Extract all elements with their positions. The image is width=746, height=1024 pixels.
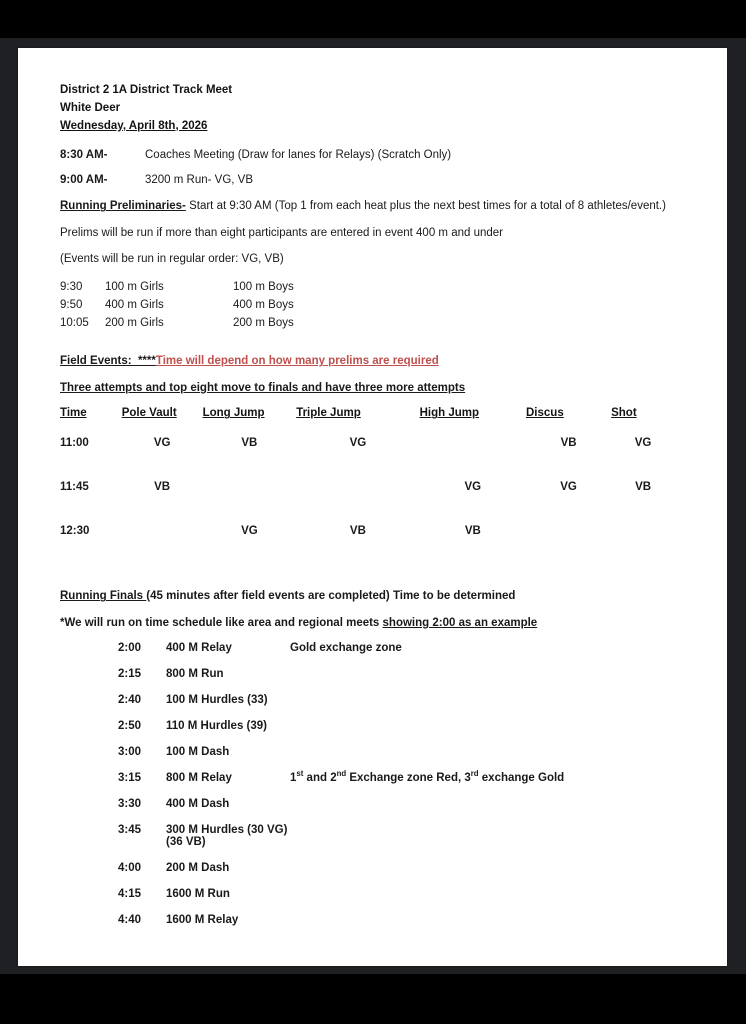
table-row <box>60 481 675 525</box>
finals-event: 110 M Hurdles (39) <box>166 720 267 733</box>
finals-event: 100 M Hurdles (33) <box>166 694 268 707</box>
field-cell-triple-jump <box>296 481 419 525</box>
finals-time: 4:15 <box>118 888 142 901</box>
field-cell-discus: VB <box>560 437 577 450</box>
finals-time: 3:00 <box>118 746 142 759</box>
list-item <box>60 746 675 758</box>
field-cell-high-jump: VG <box>464 481 482 494</box>
finals-note <box>290 888 675 900</box>
prelims-time: 9:30 <box>60 280 83 293</box>
finals-event: 300 M Hurdles (30 VG) (36 VB) <box>166 824 288 849</box>
list-item <box>60 824 675 848</box>
running-preliminaries-label: Running Preliminaries- <box>60 200 186 213</box>
field-cell-pole-vault: VG <box>153 437 171 450</box>
schedule-description: 3200 m Run- VG, VB <box>145 174 254 187</box>
running-finals-detail: (45 minutes after field events are completed) Time to be determined <box>146 590 516 603</box>
meet-location: White Deer <box>60 101 121 114</box>
running-finals-label: Running Finals <box>60 590 147 603</box>
meet-title: District 2 1A District Track Meet <box>60 84 233 96</box>
schedule-time: 9:00 AM- <box>60 174 108 187</box>
field-col-high-jump: High Jump <box>419 407 480 420</box>
field-cell-discus: VG <box>560 481 577 494</box>
field-col-triple-jump: Triple Jump <box>296 407 361 420</box>
morning-schedule <box>60 149 675 186</box>
finals-event: 1600 M Run <box>166 888 230 901</box>
list-item <box>60 769 675 785</box>
finals-event: 1600 M Relay <box>166 914 239 927</box>
field-cell-triple-jump: VB <box>349 525 366 538</box>
finals-note: Gold exchange zone <box>290 642 402 655</box>
finals-note <box>290 862 675 874</box>
prelims-girls-event: 400 m Girls <box>105 298 164 311</box>
finals-time: 2:00 <box>118 642 142 655</box>
field-cell-long-jump: VB <box>241 437 258 450</box>
field-col-discus: Discus <box>526 407 564 420</box>
list-item <box>60 914 675 926</box>
finals-time: 3:30 <box>118 798 142 811</box>
field-cell-time: 12:30 <box>60 525 90 538</box>
finals-time: 2:15 <box>118 668 142 681</box>
field-events-table <box>60 407 675 569</box>
finals-note <box>290 824 675 848</box>
schedule-row <box>60 174 675 186</box>
running-finals-heading <box>60 589 675 605</box>
finals-time: 2:40 <box>118 694 142 707</box>
finals-note <box>290 694 675 706</box>
finals-note: 1st and 2nd Exchange zone Red, 3rd exchange Gold <box>290 769 565 785</box>
finals-event: 200 M Dash <box>166 862 230 875</box>
list-item <box>60 668 675 680</box>
field-cell-pole-vault <box>122 525 203 569</box>
prelims-boys-event: 400 m Boys <box>233 298 294 311</box>
prelims-row <box>60 297 675 315</box>
prelims-row <box>60 279 675 297</box>
field-events-red-note: Time will depend on how many prelims are required <box>155 355 439 368</box>
finals-note <box>290 798 675 810</box>
finals-note <box>290 668 675 680</box>
table-row <box>60 525 675 569</box>
prelims-row <box>60 315 675 333</box>
finals-note <box>290 746 675 758</box>
prelims-time: 10:05 <box>60 316 89 329</box>
field-cell-pole-vault: VB <box>154 481 171 494</box>
list-item <box>60 642 675 654</box>
document-header <box>60 82 675 135</box>
list-item <box>60 798 675 810</box>
prelims-girls-event: 100 m Girls <box>105 280 164 293</box>
finals-time: 4:40 <box>118 914 142 927</box>
list-item <box>60 862 675 874</box>
prelims-boys-event: 200 m Boys <box>233 316 294 329</box>
document-page <box>18 48 727 966</box>
running-preliminaries-detail: Start at 9:30 AM (Top 1 from each heat plus the next best times for a total of 8 athletes/event.) <box>185 200 666 213</box>
schedule-description: Coaches Meeting (Draw for lanes for Relays) (Scratch Only) <box>145 149 452 162</box>
running-preliminaries-paragraph <box>60 199 675 215</box>
prelims-table <box>60 279 675 332</box>
field-cell-high-jump <box>420 437 526 481</box>
field-col-long-jump: Long Jump <box>202 407 265 420</box>
finals-event: 400 M Relay <box>166 642 232 655</box>
list-item <box>60 694 675 706</box>
field-col-pole-vault: Pole Vault <box>121 407 177 420</box>
finals-event: 800 M Relay <box>166 772 232 785</box>
field-events-label: Field Events: **** <box>60 355 156 368</box>
prelims-order-note: (Events will be run in regular order: VG, VB) <box>60 253 284 266</box>
finals-note <box>290 914 675 926</box>
field-cell-long-jump: VG <box>241 525 258 538</box>
finals-event: 800 M Run <box>166 668 224 681</box>
prelims-threshold-note: Prelims will be run if more than eight participants are entered in event 400 m and under <box>60 226 503 239</box>
finals-event: 100 M Dash <box>166 746 230 759</box>
field-cell-long-jump <box>203 481 297 525</box>
field-cell-shot: VB <box>635 481 652 494</box>
schedule-row <box>60 149 675 161</box>
field-cell-discus <box>526 525 611 569</box>
field-col-shot: Shot <box>611 407 637 420</box>
finals-time: 3:15 <box>118 772 142 785</box>
schedule-time: 8:30 AM- <box>60 149 108 162</box>
prelims-time: 9:50 <box>60 298 83 311</box>
example-note-prefix: *We will run on time schedule like area and regional meets <box>60 616 383 629</box>
finals-note <box>290 720 675 732</box>
finals-event: 400 M Dash <box>166 798 230 811</box>
meet-date: Wednesday, April 8th, 2026 <box>60 119 208 132</box>
list-item <box>60 720 675 732</box>
field-cell-shot: VG <box>634 437 652 450</box>
list-item <box>60 888 675 900</box>
finals-time: 4:00 <box>118 862 142 875</box>
prelims-girls-event: 200 m Girls <box>105 316 164 329</box>
table-row <box>60 437 675 481</box>
finals-time: 2:50 <box>118 720 142 733</box>
field-events-attempts-note: Three attempts and top eight move to finals and have three more attempts <box>60 381 466 394</box>
field-cell-triple-jump: VG <box>349 437 367 450</box>
field-cell-time: 11:00 <box>60 437 89 450</box>
field-cell-high-jump: VB <box>464 525 481 538</box>
field-events-header-row <box>60 407 675 437</box>
running-finals-list <box>60 642 675 926</box>
example-note-underlined: showing 2:00 as an example <box>382 616 538 629</box>
finals-time: 3:45 <box>118 824 142 837</box>
document-body <box>60 82 675 940</box>
prelims-boys-event: 100 m Boys <box>233 280 294 293</box>
field-cell-time: 11:45 <box>60 481 89 494</box>
field-events-heading <box>60 354 675 370</box>
field-cell-shot <box>611 525 675 569</box>
running-finals-example-note <box>60 616 675 632</box>
field-col-time: Time <box>60 407 87 420</box>
